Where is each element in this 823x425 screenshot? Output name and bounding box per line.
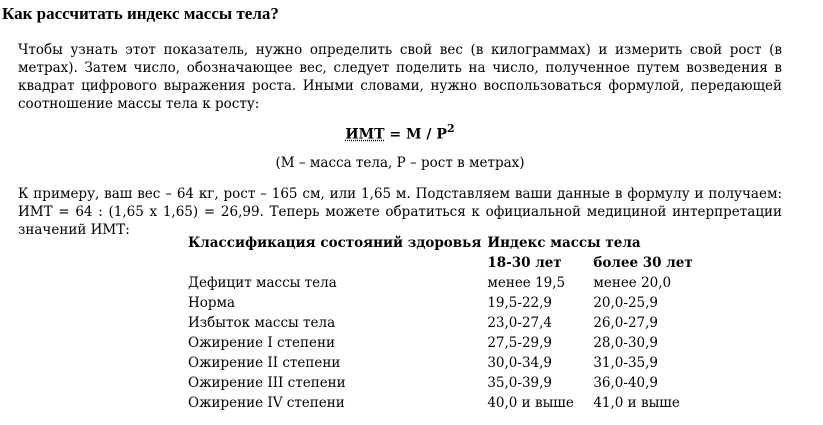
row-label: Ожирение I степени (188, 335, 336, 351)
row-value-over-30: менее 20,0 (593, 275, 672, 291)
row-value-18-30: 23,0-27,4 (487, 315, 553, 331)
header-age-18-30: 18-30 лет (487, 255, 562, 271)
table-row (184, 313, 695, 333)
row-value-over-30: 20,0-25,9 (593, 295, 659, 311)
formula-lhs: ИМТ (345, 126, 385, 143)
header-age-over-30: более 30 лет (593, 255, 693, 271)
row-label: Норма (188, 295, 236, 311)
row-label: Ожирение III степени (188, 375, 346, 391)
row-label: Избыток массы тела (188, 315, 336, 331)
page-title: Как рассчитать индекс массы тела? (2, 4, 279, 23)
row-value-18-30: 19,5-22,9 (487, 295, 553, 311)
formula-legend: (М – масса тела, Р – рост в метрах) (275, 155, 525, 171)
table-header-row (184, 233, 695, 253)
row-value-over-30: 36,0-40,9 (593, 375, 659, 391)
row-value-over-30: 31,0-35,9 (593, 355, 659, 371)
row-label: Ожирение IV степени (188, 395, 345, 411)
row-value-18-30: менее 19,5 (487, 275, 566, 291)
table-row (184, 373, 695, 393)
intro-paragraph: Чтобы узнать этот показатель, нужно определить свой вес (в килограммах) и измерить свой рост (в метрах). Затем число, обозначающее вес, следует поделить на число, полученное путем возведения в квадрат цифрового выражения роста. Иными словами, нужно воспользоваться формулой, передающей соотношение массы тела к росту: (18, 42, 782, 112)
table-row (184, 353, 695, 373)
row-value-18-30: 40,0 и выше (487, 395, 574, 411)
bmi-formula (0, 123, 800, 143)
row-value-18-30: 30,0-34,9 (487, 355, 553, 371)
row-value-18-30: 35,0-39,9 (487, 375, 553, 391)
row-value-over-30: 28,0-30,9 (593, 335, 659, 351)
header-classification: Классификация состояний здоровья (188, 235, 482, 251)
row-label: Дефицит массы тела (188, 275, 337, 291)
row-label: Ожирение II степени (188, 355, 341, 371)
example-paragraph: К примеру, ваш вес – 64 кг, рост – 165 см, или 1,65 м. Подставляем ваши данные в формулу и получаем: ИМТ = 64 : (1,65 х 1,65) = 26,99. Теперь можете обратиться к официальной медициной интерпретации значений ИМТ: (18, 186, 782, 238)
table-row (184, 393, 695, 413)
table-row (184, 293, 695, 313)
table-row (184, 333, 695, 353)
row-value-18-30: 27,5-29,9 (487, 335, 553, 351)
formula-rhs: = M / P (384, 126, 447, 143)
table-row (184, 273, 695, 293)
row-value-over-30: 26,0-27,9 (593, 315, 659, 331)
bmi-classification-table (184, 233, 695, 413)
header-bmi-group: Индекс массы тела (487, 235, 641, 251)
formula-exponent: 2 (446, 122, 455, 135)
row-value-over-30: 41,0 и выше (593, 395, 680, 411)
